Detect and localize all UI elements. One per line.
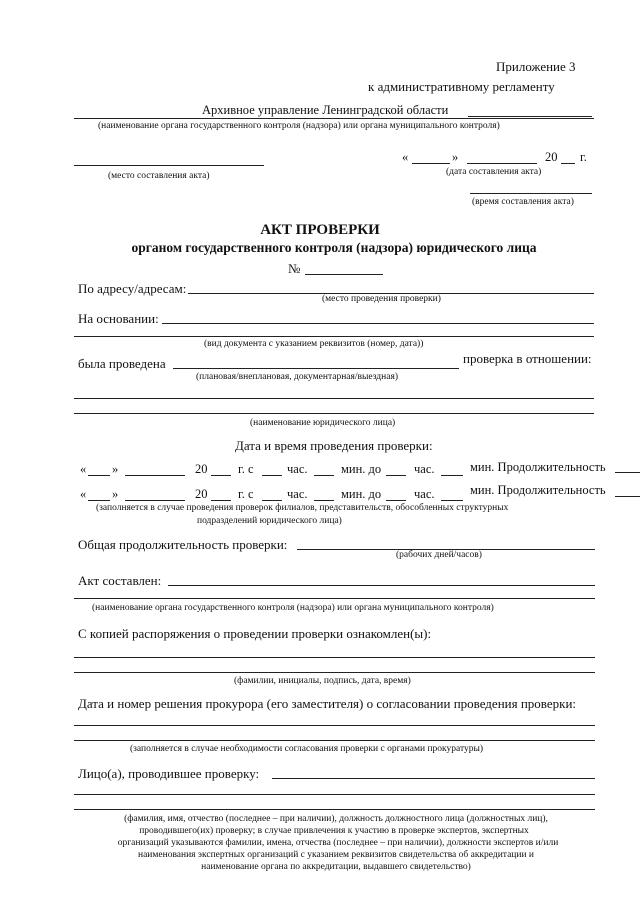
date-quote-close: » xyxy=(452,150,459,164)
row2-day-input[interactable] xyxy=(88,500,110,501)
prosecutor-input-line-2[interactable] xyxy=(74,740,595,741)
row1-hour2-label: час. xyxy=(414,462,435,476)
row2-duration-input[interactable] xyxy=(615,496,640,497)
org-caption: (наименование органа государственного контроля (надзора) или органа муниципального контроля) xyxy=(98,121,500,131)
branches-caption-2: подразделений юридического лица) xyxy=(197,516,342,526)
act-number-line xyxy=(305,274,383,275)
place-caption: (место составления акта) xyxy=(108,171,210,181)
entity-input-line-2[interactable] xyxy=(74,413,594,414)
row1-hour-to-input[interactable] xyxy=(386,475,406,476)
row2-hour-to-input[interactable] xyxy=(386,500,406,501)
row1-min-from-input[interactable] xyxy=(314,475,334,476)
org-name: Архивное управление Ленинградской области xyxy=(202,103,449,117)
row1-min-do: мин. до xyxy=(341,462,382,476)
row2-hour-from-input[interactable] xyxy=(262,500,282,501)
conducted-label: была проведена xyxy=(78,356,166,371)
row1-hour-from-input[interactable] xyxy=(262,475,282,476)
row1-hour-label: час. xyxy=(287,462,308,476)
act-composed-caption: (наименование органа государственного контроля (надзора) или органа муниципального контроля) xyxy=(92,603,494,613)
basis-label: На основании: xyxy=(78,311,159,326)
total-duration-caption: (рабочих дней/часов) xyxy=(396,550,482,560)
row2-hour2-label: час. xyxy=(414,487,435,501)
inspector-caption-5: наименование органа по аккредитации, выдавшего свидетельство) xyxy=(201,862,471,872)
row2-min-do: мин. до xyxy=(341,487,382,501)
time-line xyxy=(470,193,592,194)
inspector-caption-4: наименования экспертных организаций с указанием реквизитов свидетельства об аккредитации и xyxy=(137,850,535,860)
prosecutor-caption: (заполняется в случае необходимости согласования проверки с органами прокуратуры) xyxy=(130,744,484,754)
row2-hour-label: час. xyxy=(287,487,308,501)
row2-month-input[interactable] xyxy=(125,500,185,501)
conducted-suffix: проверка в отношении: xyxy=(463,351,592,366)
copy-caption: (фамилии, инициалы, подпись, дата, время) xyxy=(234,676,411,686)
row2-g-s: г. с xyxy=(238,487,254,501)
conducted-caption: (плановая/внеплановая, документарная/выездная) xyxy=(196,372,398,382)
row2-quote-close: » xyxy=(112,487,119,501)
inspector-caption-3: организаций указываются фамилии, имена, отчества (последнее – при наличии), должности экспертов и/или xyxy=(117,838,559,848)
address-caption: (место проведения проверки) xyxy=(322,294,441,304)
copy-label: С копией распоряжения о проведении проверки ознакомлен(ы): xyxy=(78,626,432,641)
date-year-line xyxy=(561,163,575,164)
basis-input-line-2[interactable] xyxy=(74,336,594,337)
act-composed-label: Акт составлен: xyxy=(78,573,162,588)
row1-min-to-input[interactable] xyxy=(441,475,463,476)
date-day-line xyxy=(412,163,450,164)
datetime-heading: Дата и время проведения проверки: xyxy=(235,438,433,453)
inspector-input-line-3[interactable] xyxy=(74,809,595,810)
date-caption: (дата составления акта) xyxy=(446,167,542,177)
row2-duration-label: мин. Продолжительность xyxy=(470,483,606,497)
row1-quote-open: « xyxy=(80,462,87,476)
regulation-label: к административному регламенту xyxy=(368,79,555,94)
row1-day-input[interactable] xyxy=(88,475,110,476)
prosecutor-input-line-1[interactable] xyxy=(74,725,595,726)
row1-month-input[interactable] xyxy=(125,475,185,476)
row1-quote-close: » xyxy=(112,462,119,476)
copy-input-line-1[interactable] xyxy=(74,657,595,658)
row1-year-prefix: 20 xyxy=(195,462,208,476)
inspector-input[interactable] xyxy=(272,778,595,779)
org-line xyxy=(74,118,594,119)
date-month-line xyxy=(467,163,537,164)
act-subtitle: органом государственного контроля (надзора) юридического лица xyxy=(131,240,537,255)
row1-duration-label: мин. Продолжительность xyxy=(470,460,606,474)
basis-input[interactable] xyxy=(162,323,594,324)
entity-caption: (наименование юридического лица) xyxy=(250,418,396,428)
inspector-label: Лицо(а), проводившее проверку: xyxy=(78,766,260,781)
row1-duration-input[interactable] xyxy=(615,472,640,473)
row2-year-prefix: 20 xyxy=(195,487,208,501)
org-name-line xyxy=(468,116,592,117)
row2-quote-open: « xyxy=(80,487,87,501)
date-year-suffix: г. xyxy=(580,150,587,164)
row1-year-input[interactable] xyxy=(211,475,231,476)
date-quote-open: « xyxy=(402,150,409,164)
row2-year-input[interactable] xyxy=(211,500,231,501)
inspector-caption-1: (фамилия, имя, отчество (последнее – при наличии), должность должностного лица (должностных лиц), xyxy=(124,814,548,824)
copy-input-line-2[interactable] xyxy=(74,672,595,673)
act-composed-input-line-2[interactable] xyxy=(74,598,595,599)
basis-caption: (вид документа с указанием реквизитов (номер, дата)) xyxy=(204,339,424,349)
prosecutor-label: Дата и номер решения прокурора (его заместителя) о согласовании проведения проверки: xyxy=(78,696,577,711)
total-duration-label: Общая продолжительность проверки: xyxy=(78,537,288,552)
entity-input-line-1[interactable] xyxy=(74,398,594,399)
branches-caption-1: (заполняется в случае проведения проверок филиалов, представительств, обособленных структурных xyxy=(96,503,509,513)
number-sign: № xyxy=(288,261,301,276)
inspector-input-line-2[interactable] xyxy=(74,794,595,795)
act-composed-input[interactable] xyxy=(168,585,595,586)
row2-min-from-input[interactable] xyxy=(314,500,334,501)
row2-min-to-input[interactable] xyxy=(441,500,463,501)
date-year-prefix: 20 xyxy=(545,150,558,164)
time-caption: (время составления акта) xyxy=(472,197,574,207)
place-line xyxy=(74,165,264,166)
row1-g-s: г. с xyxy=(238,462,254,476)
act-title: АКТ ПРОВЕРКИ xyxy=(260,222,380,238)
conducted-type-input[interactable] xyxy=(173,368,459,369)
appendix-label: Приложение 3 xyxy=(496,59,576,74)
address-label: По адресу/адресам: xyxy=(78,281,187,296)
inspector-caption-2: проводившего(их) проверку; в случае привлечения к участию в проверке экспертов, экспертных xyxy=(139,826,529,836)
